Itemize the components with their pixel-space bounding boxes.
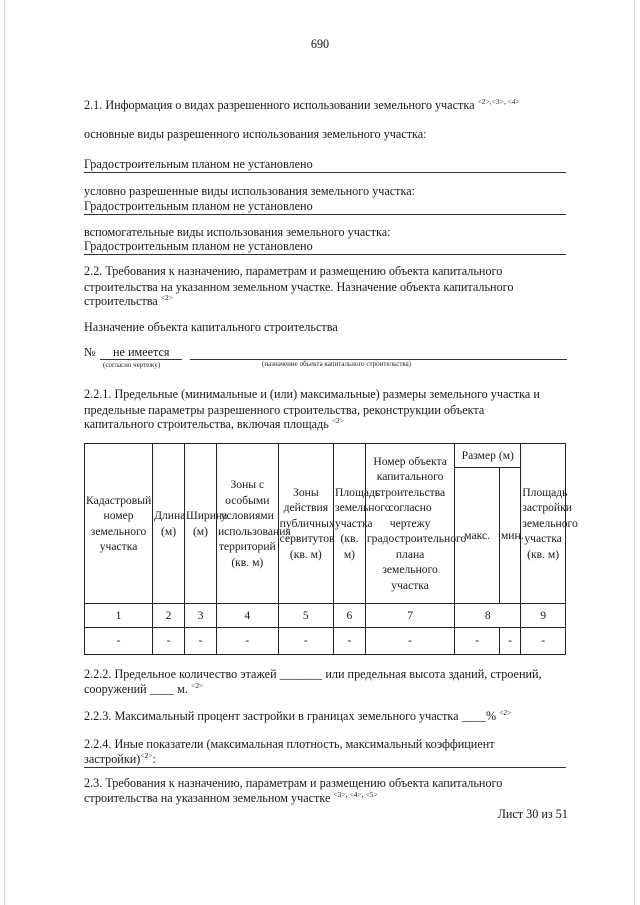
number-rule	[100, 359, 182, 360]
section-2-2-4-rule	[84, 767, 566, 768]
section-2-2-1-line-3	[84, 417, 344, 431]
left-scan-edge	[4, 0, 5, 905]
conditional-uses-label: условно разрешенные виды использования земельного участка:	[84, 184, 416, 198]
header-object-number: Номер объекта капитального строительства согласно чертежу градостроительного плана земельного участка	[365, 444, 454, 604]
auxiliary-uses-label: вспомогательные виды использования земельного участка:	[84, 225, 391, 239]
section-2-2-line-1: 2.2. Требования к назначению, параметрам и размещению объекта капитального	[84, 264, 503, 278]
column-number: 6	[333, 604, 365, 628]
header-size-max: макс.	[455, 468, 500, 604]
column-number: 5	[278, 604, 333, 628]
header-servitude-zones: Зоны действия публичных сервитутов (кв. м)	[278, 444, 333, 604]
section-2-1-footnote-ref: <2>,<3>, <4>	[477, 96, 520, 106]
column-number: 9	[521, 604, 566, 628]
header-built-area: Площадь застройки земельного участка (кв. м)	[521, 444, 566, 604]
main-uses-value: Градостроительным планом не установлено	[84, 157, 313, 171]
section-2-2-1-line-3-text: капитального строительства, включая площадь	[84, 417, 329, 431]
section-2-2-1-footnote-ref: <2>	[331, 415, 345, 425]
section-2-1-heading	[84, 98, 520, 112]
conditional-uses-value: Градостроительным планом не установлено	[84, 199, 313, 213]
section-2-2-1-line-2: предельные параметры разрешенного строительства, реконструкции объекта	[84, 403, 485, 417]
number-value: не имеется	[113, 345, 170, 359]
section-2-1-heading-text: 2.1. Информация о видах разрешенного использовании земельного участка	[84, 98, 475, 112]
purpose-label: Назначение объекта капитального строительства	[84, 320, 338, 334]
table-cell: -	[521, 628, 566, 655]
header-size-min: мин.	[499, 468, 520, 604]
section-2-2-4-line-2-text: застройки)	[84, 752, 141, 766]
sheet-counter: Лист 30 из 51	[497, 807, 568, 821]
section-2-2-4-colon: :	[152, 752, 156, 766]
section-2-2-1-line-1: 2.2.1. Предельные (минимальные и (или) максимальные) размеры земельного участка и	[84, 387, 540, 401]
column-number: 7	[365, 604, 454, 628]
auxiliary-uses-value: Градостроительным планом не установлено	[84, 239, 313, 253]
parameters-table	[84, 443, 578, 655]
section-2-2-2-footnote-ref: <2>	[190, 680, 204, 690]
section-2-2-4-line-1: 2.2.4. Иные показатели (максимальная плотность, максимальный коэффициент	[84, 737, 495, 751]
column-number: 3	[185, 604, 217, 628]
section-2-2-footnote-ref: <2>	[160, 292, 173, 302]
table-cell: -	[216, 628, 278, 655]
table-cell: -	[455, 628, 500, 655]
number-sign: №	[84, 345, 96, 359]
column-number: 4	[216, 604, 278, 628]
caption-purpose: (назначение объекта капитального строительства)	[262, 360, 412, 368]
table-cell: -	[278, 628, 333, 655]
table-cell: -	[499, 628, 520, 655]
conditional-uses-rule	[84, 214, 566, 215]
section-2-2-2-line-2	[84, 682, 203, 696]
column-number: 2	[153, 604, 185, 628]
header-special-zones: Зоны с особыми условиями использования территорий (кв. м)	[216, 444, 278, 604]
caption-drawing: (согласно чертежу)	[103, 361, 161, 369]
table-cell: -	[185, 628, 217, 655]
column-number: 8	[455, 604, 521, 628]
section-2-3-line-2	[84, 791, 378, 805]
header-width: Ширина (м)	[185, 444, 217, 604]
header-cadastral-number: Кадастровый номер земельного участка	[85, 444, 153, 604]
header-plot-area: Площадь земельного участка (кв. м)	[333, 444, 365, 604]
section-2-2-line-3-text: строительства	[84, 294, 158, 308]
page-number: 690	[310, 37, 330, 51]
section-2-2-line-2: строительства на указанном земельном участке. Назначение объекта капитального	[84, 280, 514, 294]
section-2-3-line-1: 2.3. Требования к назначению, параметрам и размещению объекта капитального	[84, 776, 503, 790]
section-2-2-3-line-1-text: 2.2.3. Максимальный процент застройки в границах земельного участка ____%	[84, 709, 497, 723]
table-cell: -	[333, 628, 365, 655]
table-cell: -	[85, 628, 153, 655]
right-scan-edge	[634, 0, 635, 905]
section-2-3-footnote-ref: <3>, <4>, <5>	[333, 789, 378, 799]
section-2-2-4-line-2	[84, 752, 156, 766]
section-2-2-3-line-1	[84, 709, 511, 723]
main-uses-rule	[84, 172, 566, 173]
section-2-2-2-line-2-text: сооружений ____ м.	[84, 682, 188, 696]
section-2-2-line-3	[84, 294, 173, 308]
main-uses-label: основные виды разрешенного использования земельного участка:	[84, 127, 427, 141]
section-2-2-4-footnote-ref: <2>	[140, 750, 153, 760]
section-2-3-line-2-text: строительства на указанном земельном участке	[84, 791, 331, 805]
table-cell: -	[365, 628, 454, 655]
auxiliary-uses-rule	[84, 254, 566, 255]
table-cell: -	[153, 628, 185, 655]
header-size: Размер (м)	[455, 444, 521, 468]
section-2-2-2-line-1: 2.2.2. Предельное количество этажей _______ или предельная высота зданий, строений,	[84, 667, 542, 681]
column-number: 1	[85, 604, 153, 628]
header-length: Длина (м)	[153, 444, 185, 604]
section-2-2-3-footnote-ref: <2>	[499, 707, 512, 717]
